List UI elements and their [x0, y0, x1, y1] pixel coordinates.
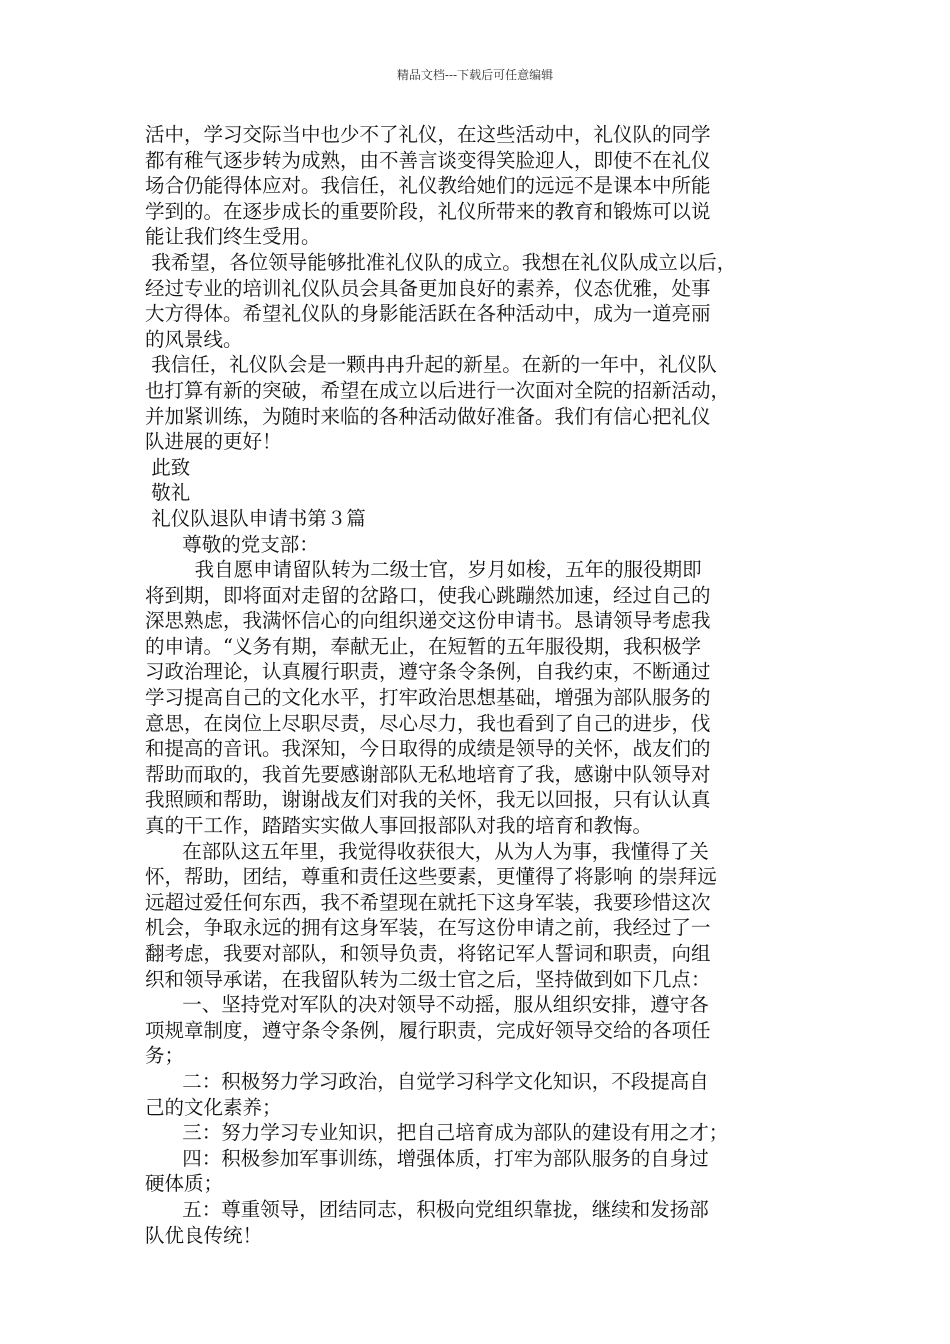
text-line: 和提高的音讯。我深知，今日取得的成绩是领导的关怀，战友们的	[145, 737, 711, 761]
text-line: 帮助而取的，我首先要感谢部队无私地培育了我，感谢中队领导对	[145, 762, 711, 786]
text-line: 项规章制度，遵守条令条例，履行职责，完成好领导交给的各项任	[145, 1018, 711, 1042]
text-line: 学到的。在逐步成长的重要阶段，礼仪所带来的教育和锻炼可以说	[145, 199, 711, 223]
text-line: 意思，在岗位上尽职尽责，尽心尽力，我也看到了自己的进步，伐	[145, 711, 711, 735]
text-line: 我希望，各位领导能够批准礼仪队的成立。我想在礼仪队成立以后，	[145, 250, 737, 274]
text-line: 三：努力学习专业知识，把自己培育成为部队的建设有用之才；	[145, 1121, 729, 1145]
text-line: 都有稚气逐步转为成熟，由不善言谈变得笑脸迎人，即使不在礼仪	[145, 148, 711, 172]
text-line: 在部队这五年里，我觉得收获很大，从为人为事，我懂得了关	[145, 839, 709, 863]
text-line: 机会，争取永远的拥有这身军装，在写这份申请之前，我经过了一	[145, 916, 711, 940]
text-line: 将到期，即将面对走留的岔路口，使我心跳蹦然加速，经过自己的	[145, 583, 711, 607]
text-line: 尊敬的党支部：	[145, 532, 319, 556]
text-line: 我信任，礼仪队会是一颗冉冉升起的新星。在新的一年中，礼仪队	[145, 353, 717, 377]
text-line: 队进展的更好！	[145, 430, 282, 454]
text-line: 队优良传统！	[145, 1223, 263, 1247]
text-line: 此致	[145, 455, 191, 479]
text-line: 的风景线。	[145, 327, 243, 351]
text-line: 的申请。“义务有期，奉献无止，在短暂的五年服役期，我积极学	[145, 634, 701, 658]
text-line: 己的文化素养；	[145, 1095, 282, 1119]
text-line: 我照顾和帮助，谢谢战友们对我的关怀，我无以回报，只有认认真	[145, 788, 711, 812]
text-line: 务；	[145, 1044, 185, 1068]
page-header: 精品文档---下载后可任意编辑	[396, 68, 554, 82]
text-line: 四：积极参加军事训练，增强体质，打牢为部队服务的自身过	[145, 1146, 709, 1170]
text-line: 场合仍能得体应对。我信任，礼仪教给她们的远远不是课本中所能	[145, 174, 711, 198]
text-line: 硬体质；	[145, 1172, 224, 1196]
text-line: 活中，学习交际当中也少不了礼仪，在这些活动中，礼仪队的同学	[145, 123, 711, 146]
text-line: 我自愿申请留队转为二级士官，岁月如梭，五年的服役期即	[145, 558, 702, 582]
text-line: 也打算有新的突破，希望在成立以后进行一次面对全院的招新活动，	[145, 378, 731, 402]
text-line: 习政治理论，认真履行职责，遵守条令条例，自我约束，不断通过	[145, 660, 711, 684]
text-line: 能让我们终生受用。	[145, 225, 321, 249]
text-line: 大方得体。希望礼仪队的身影能活跃在各种活动中，成为一道亮丽	[145, 302, 711, 326]
text-line: 五：尊重领导，团结同志，积极向党组织靠拢，继续和发扬部	[145, 1197, 709, 1221]
text-line: 一、坚持党对军队的决对领导不动摇，服从组织安排，遵守各	[145, 993, 709, 1017]
text-line: 翻考虑，我要对部队，和领导负责，将铭记军人誓词和职责，向组	[145, 942, 711, 965]
text-line: 二：积极努力学习政治，自觉学习科学文化知识，不段提高自	[145, 1069, 709, 1093]
document-body	[145, 122, 815, 1248]
text-line: 经过专业的培训礼仪队员会具备更加良好的素养，仪态优雅，处事	[145, 276, 711, 300]
text-line: 织和领导承诺，在我留队转为二级士官之后，坚持做到如下几点：	[145, 967, 711, 991]
text-line: 真的干工作，踏踏实实做人事回报部队对我的培育和教悔。	[145, 814, 653, 838]
text-line: 礼仪队退队申请书第３篇	[145, 506, 366, 530]
text-line: 学习提高自己的文化水平，打牢政治思想基础，增强为部队服务的	[145, 686, 711, 710]
text-line: 深思熟虑，我满怀信心的向组织递交这份申请书。恳请领导考虑我	[145, 609, 711, 633]
text-line: 远超过爱任何东西，我不希望现在就托下这身军装，我要珍惜这次	[145, 890, 711, 914]
text-line: 怀，帮助，团结，尊重和责任这些要素，更懂得了将影响 的崇拜远	[145, 865, 717, 889]
text-line: 敬礼	[145, 481, 191, 505]
text-line: 并加紧训练，为随时来临的各种活动做好准备。我们有信心把礼仪	[145, 404, 711, 428]
